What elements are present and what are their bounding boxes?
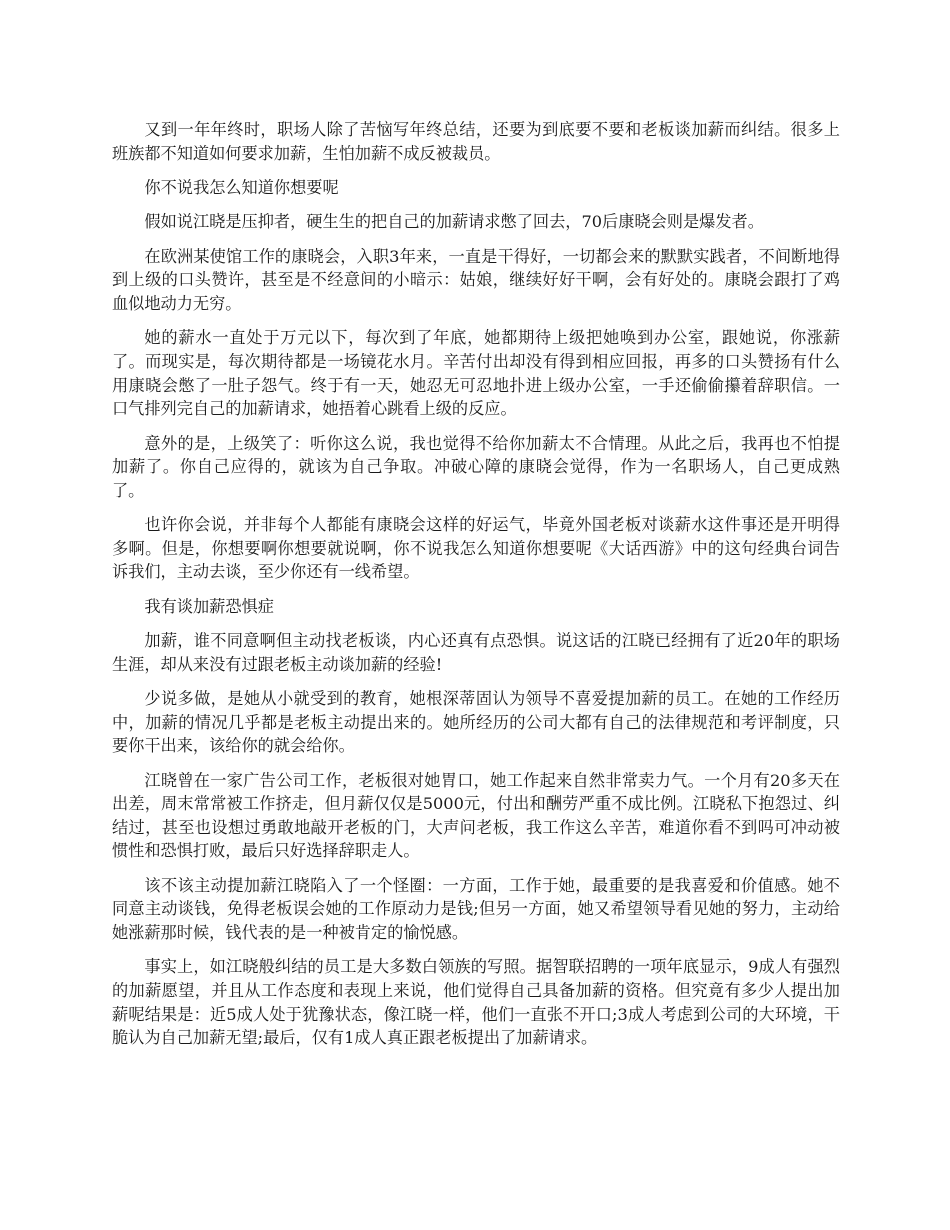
section-heading: 你不说我怎么知道你想要呢 bbox=[144, 177, 339, 197]
paragraph: 加薪，谁不同意啊但主动找老板谈，内心还真有点恐惧。说这话的江晓已经拥有了近20年的职场生涯，却从来没有过跟老板主动谈加薪的经验! bbox=[112, 631, 840, 674]
paragraph: 该不该主动提加薪江晓陷入了一个怪圈：一方面，工作于她，最重要的是我喜爱和价值感。她不同意主动谈钱，免得老板误会她的工作原动力是钱;但另一方面，她又希望领导看见她的努力，主动给她涨薪那时候，钱代表的是一种被肯定的愉悦感。 bbox=[112, 875, 840, 942]
paragraph: 江晓曾在一家广告公司工作，老板很对她胃口，她工作起来自然非常卖力气。一个月有20多天在出差，周末常常被工作挤走，但月薪仅仅是5000元，付出和酬劳严重不成比例。江晓私下抱怨过、纠结过，甚至也设想过勇敢地敲开老板的门，大声问老板，我工作这么辛苦，难道你看不到吗可冲动被惯性和恐惧打败，最后只好选择辞职走人。 bbox=[112, 770, 840, 861]
paragraph: 又到一年年终时，职场人除了苦恼写年终总结，还要为到底要不要和老板谈加薪而纠结。很多上班族都不知道如何要求加薪，生怕加薪不成反被裁员。 bbox=[112, 120, 840, 163]
paragraph: 意外的是，上级笑了：听你这么说，我也觉得不给你加薪太不合情理。从此之后，我再也不怕提加薪了。你自己应得的，就该为自己争取。冲破心障的康晓会觉得，作为一名职场人，自己更成熟了。 bbox=[112, 433, 840, 500]
document-body bbox=[112, 118, 840, 1061]
paragraph: 事实上，如江晓般纠结的员工是大多数白领族的写照。据智联招聘的一项年底显示，9成人有强烈的加薪愿望，并且从工作态度和表现上来说，他们觉得自己具备加薪的资格。但究竟有多少人提出加薪呢结果是：近5成人处于犹豫状态，像江晓一样，他们一直张不开口;3成人考虑到公司的大环境，干脆认为自己加薪无望;最后，仅有1成人真正跟老板提出了加薪请求。 bbox=[112, 957, 840, 1048]
paragraph: 在欧洲某使馆工作的康晓会，入职3年来，一直是干得好，一切都会来的默默实践者，不间断地得到上级的口头赞许，甚至是不经意间的小暗示：姑娘，继续好好干啊，会有好处的。康晓会跟打了鸡血似地动力无穷。 bbox=[112, 246, 840, 313]
paragraph: 她的薪水一直处于万元以下，每次到了年底，她都期待上级把她唤到办公室，跟她说，你涨薪了。而现实是，每次期待都是一场镜花水月。辛苦付出却没有得到相应回报，再多的口头赞扬有什么用康晓会憋了一肚子怨气。终于有一天，她忍无可忍地扑进上级办公室，一手还偷偷攥着辞职信。一口气排列完自己的加薪请求，她捂着心跳看上级的反应。 bbox=[112, 328, 840, 419]
section-heading: 我有谈加薪恐惧症 bbox=[144, 596, 274, 616]
paragraph: 也许你会说，并非每个人都能有康晓会这样的好运气，毕竟外国老板对谈薪水这件事还是开明得多啊。但是，你想要啊你想要就说啊，你不说我怎么知道你想要呢《大话西游》中的这句经典台词告诉我们，主动去谈，至少你还有一线希望。 bbox=[112, 515, 840, 582]
paragraph: 假如说江晓是压抑者，硬生生的把自己的加薪请求憋了回去，70后康晓会则是爆发者。 bbox=[144, 212, 764, 232]
paragraph: 少说多做，是她从小就受到的教育，她根深蒂固认为领导不喜爱提加薪的员工。在她的工作经历中，加薪的情况几乎都是老板主动提出来的。她所经历的公司大都有自己的法律规范和考评制度，只要你干出来，该给你的就会给你。 bbox=[112, 689, 840, 756]
